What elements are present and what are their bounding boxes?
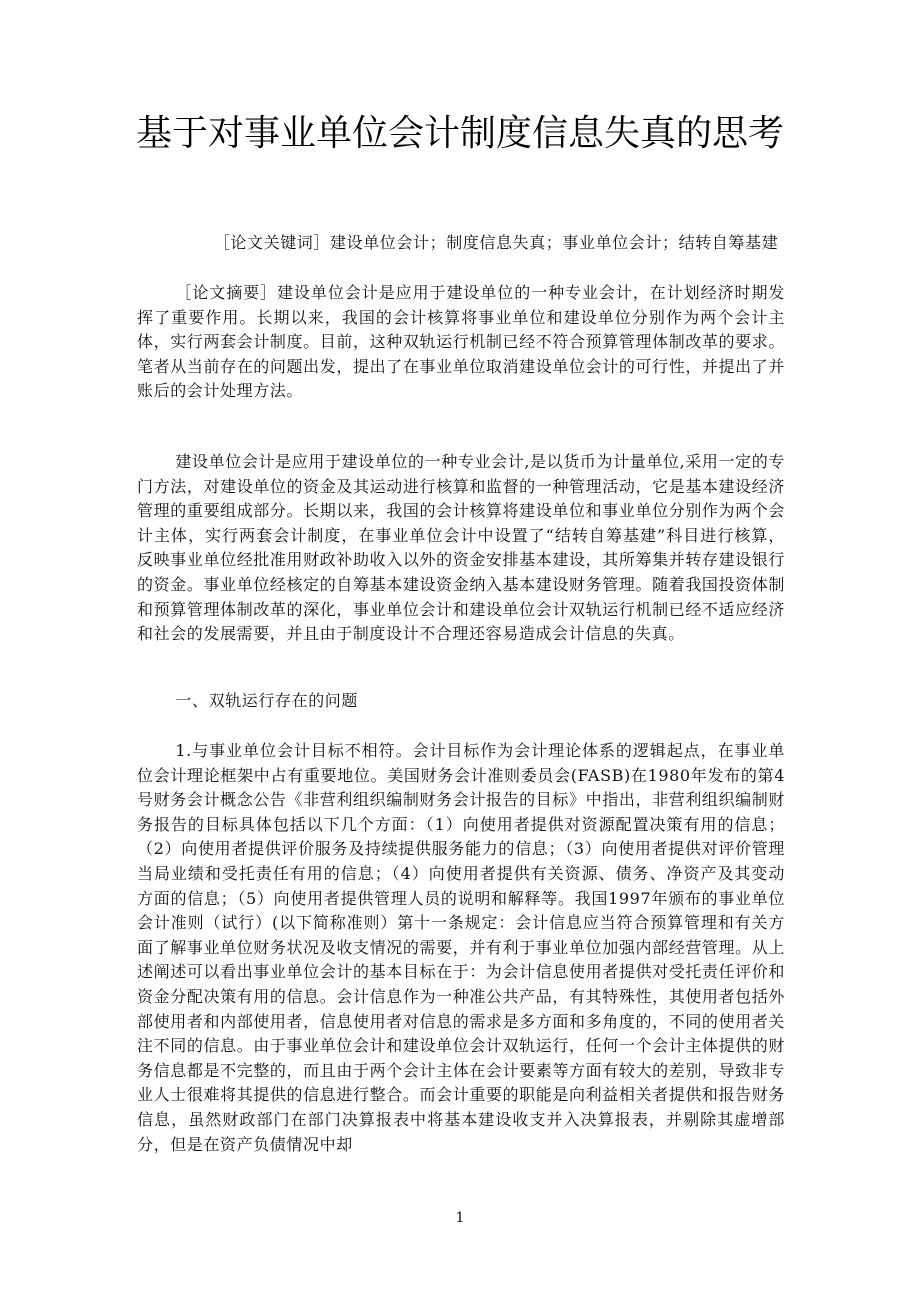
body-paragraph-2: 1.与事业单位会计目标不相符。会计目标作为会计理论体系的逻辑起点，在事业单位会计理论框架中占有重要地位。美国财务会计准则委员会(FASB)在1980年发布的第4号财务会计概念公告《非营利组织编制财务会计报告的目标》中指出，非营利组织编制财务报告的目标具体包括以下几个方面：（1）向使用者提供对资源配置决策有用的信息；（2）向使用者提供评价服务及持续提供服务能力的信息；（3）向使用者提供对评价管理当局业绩和受托责任有用的信息；（4）向使用者提供有关资源、债务、净资产及其变动方面的信息；（5）向使用者提供管理人员的说明和解释等。我国1997年颁布的事业单位会计准则（试行）(以下简称准则）第十一条规定：会计信息应当符合预算管理和有关方面了解事业单位财务状况及收支情况的需要，并有利于事业单位加强内部经营管理。从上述阐述可以看出事业单位会计的基本目标在于：为会计信息使用者提供对受托责任评价和资金分配决策有用的信息。会计信息作为一种准公共产品，有其特殊性，其使用者包括外部使用者和内部使用者，信息使用者对信息的需求是多方面和多角度的，不同的使用者关注不同的信息。由于事业单位会计和建设单位会计双轨运行，任何一个会计主体提供的财务信息都是不完整的，而且由于两个会计主体在会计要素等方面有较大的差别，导致非专业人士很难将其提供的信息进行整合。而会计重要的职能是向利益相关者提供和报告财务信息，虽然财政部门在部门决算报表中将基本建设收支并入决算报表，并剔除其虚增部分，但是在资产负债情况中却: [137, 741, 785, 1154]
page-number: 1: [455, 1210, 465, 1226]
keywords-paragraph: ［论文关键词］建设单位会计；制度信息失真；事业单位会计；结转自筹基建: [213, 233, 779, 252]
section-heading-1: 一、双轨运行存在的问题: [175, 691, 358, 710]
abstract-paragraph: ［论文摘要］建设单位会计是应用于建设单位的一种专业会计，在计划经济时期发挥了重要作用。长期以来，我国的会计核算将事业单位和建设单位分别作为两个会计主体，实行两套会计制度。目前，这种双轨运行机制已经不符合预算管理体制改革的要求。笔者从当前存在的问题出发，提出了在事业单位取消建设单位会计的可行性，并提出了并账后的会计处理方法。: [137, 283, 785, 401]
body-paragraph-1: 建设单位会计是应用于建设单位的一种专业会计,是以货币为计量单位,采用一定的专门方法，对建设单位的资金及其运动进行核算和监督的一种管理活动，它是基本建设经济管理的重要组成部分。长期以来，我国的会计核算将建设单位和事业单位分别作为两个会计主体，实行两套会计制度，在事业单位会计中设置了“结转自筹基建”科目进行核算，反映事业单位经批准用财政补助收入以外的资金安排基本建设，其所筹集并转存建设银行的资金。事业单位经核定的自筹基本建设资金纳入基本建设财务管理。随着我国投资体制和预算管理体制改革的深化，事业单位会计和建设单位会计双轨运行机制已经不适应经济和社会的发展需要，并且由于制度设计不合理还容易造成会计信息的失真。: [137, 452, 785, 644]
document-title: 基于对事业单位会计制度信息失真的思考: [135, 113, 784, 154]
